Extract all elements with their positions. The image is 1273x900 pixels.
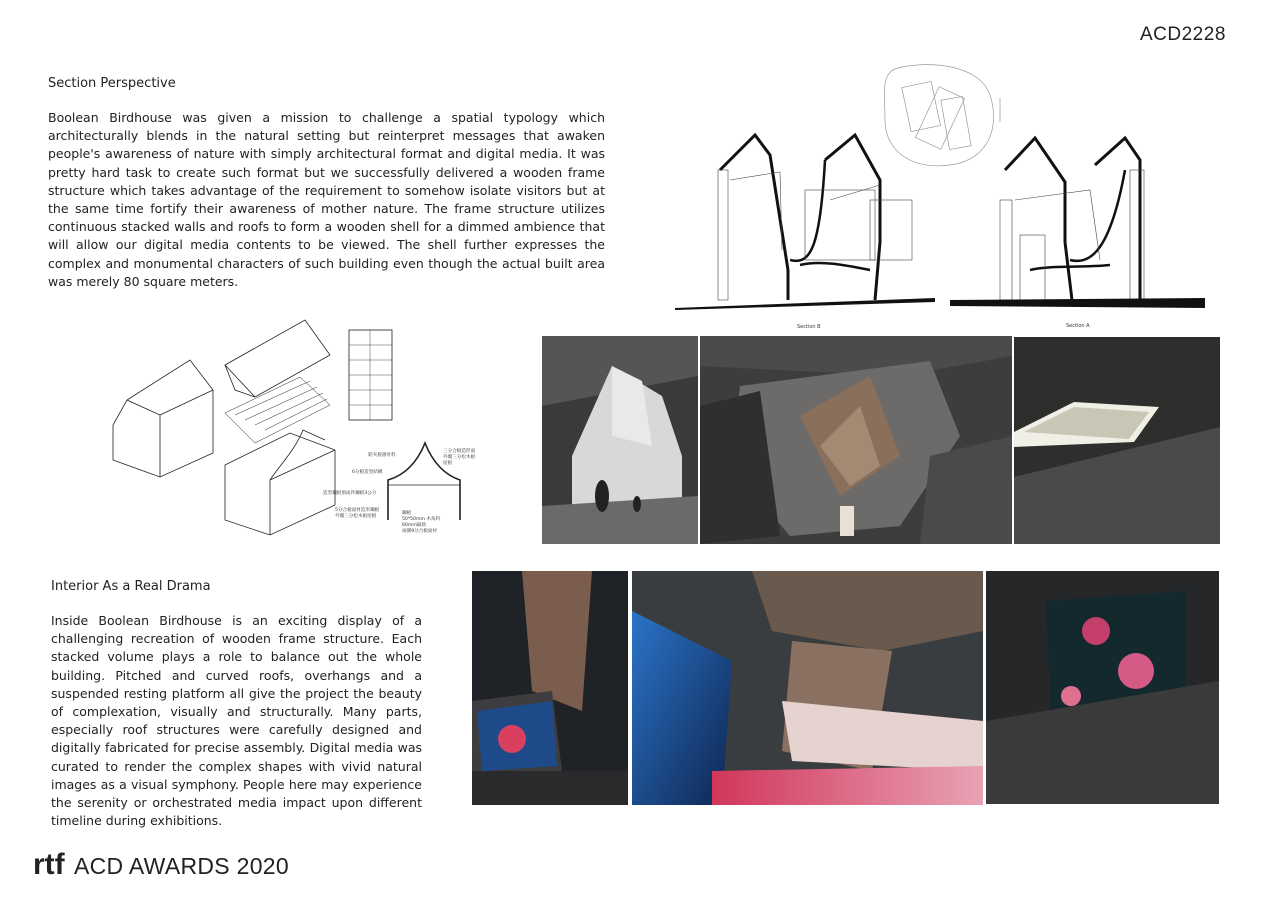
section-b-drawing [675, 135, 935, 310]
section-b-label: Section B [797, 324, 821, 330]
annotation: 屋板 [443, 461, 453, 466]
annotation: 60mm隔熱 [402, 523, 426, 528]
interior-photo-media-floor [472, 571, 628, 805]
annotation: 三分合板造形面 [443, 449, 476, 454]
annotation: 兩側9分合板面材 [402, 529, 438, 534]
annotation: 50*50mm 木角料 [402, 517, 441, 522]
interior-photo-skylight [1014, 337, 1220, 544]
section-perspective-heading: Section Perspective [48, 76, 176, 91]
key-plan-drawing [884, 65, 1000, 166]
annotation: 6分板造型結構 [352, 470, 383, 475]
annotation: 外覆三分松木板 [443, 455, 476, 460]
section-a-drawing [950, 138, 1205, 308]
exploded-roof-drawing [225, 320, 330, 397]
interior-text: Inside Boolean Birdhouse is an exciting display of a challenging recreation of wooden frame structure. Each stacked volume plays a role to balance out the whole building. Pitched and curved roofs, overhangs and a suspended resting platform all give the project the beauty of complexation, visually and structurally. Many parts, especially roof structures were carefully designed and digitally fabricated for precise assembly. Digital media was curated to render the complex shapes with vivid natural images as a visual symphony. People here may experience the serenity or orchestrated media impact upon different timeline during exhibitions. [51, 613, 422, 829]
footer-awards-title: ACD AWARDS 2020 [74, 853, 289, 879]
interior-photo-visitors [542, 336, 698, 544]
interior-photo-roof-frame [700, 336, 1012, 544]
house-massing-drawing [113, 360, 213, 477]
lower-massing-drawing [225, 433, 335, 535]
interior-photo-projection [632, 571, 983, 805]
axonometric-drawings [105, 315, 500, 540]
annotation: 5分合板面材造形鋼板 [335, 508, 380, 513]
project-code: ACD2228 [1140, 24, 1226, 45]
section-drawings [670, 60, 1210, 335]
annotation: 鋼板 [402, 511, 412, 516]
svg-text:rtf: rtf [33, 848, 65, 878]
rtf-logo-icon [33, 848, 71, 878]
annotation: 外覆三分松木板屋板 [335, 514, 377, 519]
interior-photo-blossom [986, 571, 1219, 804]
annotation: 鋁夾板薄骨料 [368, 453, 396, 458]
roof-frame-drawing [225, 377, 330, 443]
section-a-label: Section A [1066, 323, 1090, 329]
interior-heading: Interior As a Real Drama [51, 579, 211, 594]
annotation: 造型鋼板預成件鋼板3公分 [323, 491, 377, 496]
section-perspective-text: Boolean Birdhouse was given a mission to challenge a spatial typology which architecturally blends in the natural setting but reinterpret messages that awaken people's awareness of nature with simply architectural format and digital media. It was pretty hard task to create such format but we successfully delivered a wooden frame structure which takes advantage of the requirement to somehow isolate visitors but at the same time fortify their awareness of mother nature. The frame structure utilizes continuous stacked walls and roofs to form a wooden shell for a dimmed ambience that will allow our digital media contents to be viewed. The shell further expresses the complex and monumental characters of such building even though the actual built area was merely 80 square meters. [48, 110, 605, 289]
